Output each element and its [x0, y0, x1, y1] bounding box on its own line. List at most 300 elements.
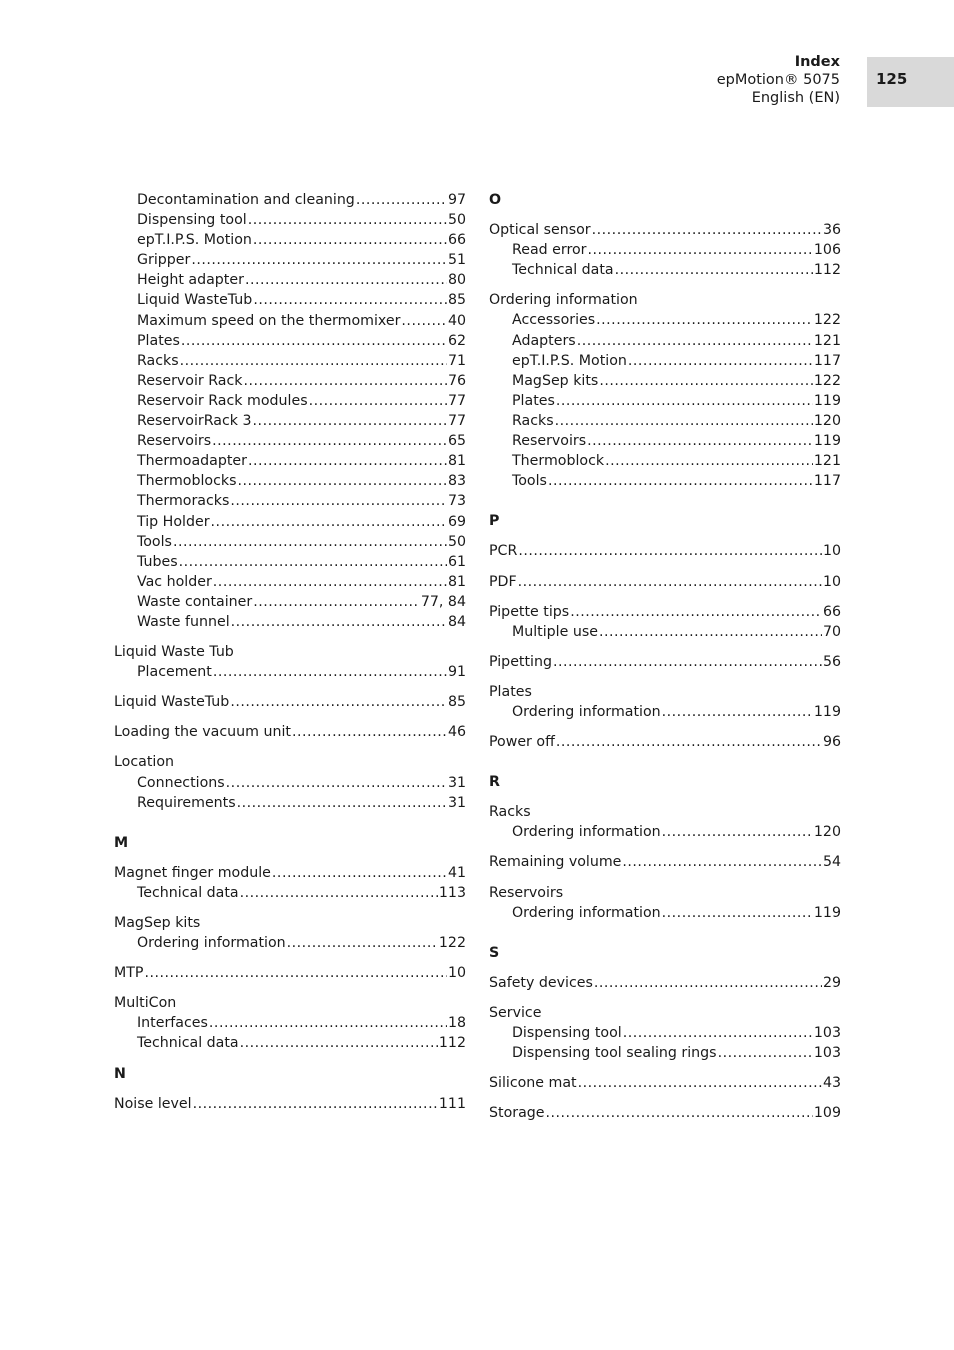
entry-page-number: 122	[813, 312, 841, 329]
entry-page-number: 112	[438, 1035, 466, 1052]
entry-term: Plates	[137, 332, 180, 349]
entry-page-number: 77	[447, 392, 466, 409]
dot-leader	[248, 210, 447, 230]
entry-page-number: 83	[447, 473, 466, 490]
running-header	[717, 53, 840, 107]
entry-page-number: 31	[447, 774, 466, 791]
dot-leader	[518, 541, 822, 561]
dot-leader	[556, 732, 822, 752]
entry-page-number: 40	[447, 312, 466, 329]
entry-term: Dispensing tool	[137, 212, 247, 229]
entry-page-number: 80	[447, 272, 466, 289]
entry-term: Noise level	[114, 1095, 192, 1112]
index-letter: M	[114, 834, 129, 851]
entry-page-number: 103	[813, 1025, 841, 1041]
entry-page-number: 29	[822, 974, 841, 991]
entry-term: Remaining volume	[489, 854, 622, 871]
index-entry	[489, 802, 841, 822]
dot-leader	[615, 260, 813, 280]
entry-page-number: 77	[447, 413, 466, 430]
entry-term: Connections	[137, 774, 225, 791]
dot-leader	[623, 1023, 813, 1043]
entry-gap	[114, 712, 466, 722]
index-subentry	[489, 411, 841, 431]
entry-gap	[489, 993, 841, 1003]
dot-leader	[213, 572, 447, 592]
entry-page-number: 66	[447, 232, 466, 249]
entry-term: Plates	[512, 392, 555, 409]
index-entry	[114, 642, 466, 662]
entry-term: Storage	[489, 1105, 545, 1122]
entry-gap	[114, 682, 466, 692]
entry-gap	[114, 1084, 466, 1094]
entry-term: Thermoblock	[512, 453, 605, 470]
dot-leader	[548, 471, 813, 491]
dot-leader	[577, 331, 813, 351]
index-subentry	[489, 451, 841, 471]
entry-page-number: 122	[813, 372, 841, 389]
index-subentry	[114, 471, 466, 491]
index-entry	[489, 682, 841, 702]
entry-gap	[114, 903, 466, 913]
entry-term: Service	[489, 1004, 542, 1021]
entry-term: Read error	[512, 242, 587, 259]
dot-leader	[578, 1073, 822, 1093]
entry-page-number: 76	[447, 372, 466, 389]
index-subentry	[489, 310, 841, 330]
entry-gap	[489, 873, 841, 883]
index-subentry	[114, 793, 466, 813]
dot-leader	[570, 602, 822, 622]
index-letter-heading	[489, 772, 841, 792]
dot-leader	[662, 903, 813, 923]
entry-gap	[489, 531, 841, 541]
index-entry	[489, 852, 841, 872]
entry-gap	[489, 1093, 841, 1103]
entry-gap	[489, 280, 841, 290]
dot-leader	[401, 311, 447, 331]
index-entry	[489, 290, 841, 310]
entry-term: MagSep kits	[114, 915, 201, 931]
index-letter: R	[489, 774, 500, 791]
index-subentry	[489, 351, 841, 371]
index-column-left	[114, 190, 466, 1114]
dot-leader	[181, 331, 447, 351]
entry-page-number: 66	[822, 603, 841, 620]
dot-leader	[193, 1094, 438, 1114]
index-subentry	[114, 612, 466, 632]
entry-term: Liquid WasteTub	[137, 292, 253, 309]
entry-page-number: 119	[813, 904, 841, 921]
entry-term: Reservoirs	[137, 433, 212, 450]
entry-page-number: 36	[822, 222, 841, 239]
entry-gap	[114, 813, 466, 833]
entry-page-number: 10	[447, 965, 466, 982]
dot-leader	[213, 662, 447, 682]
index-letter-heading	[489, 943, 841, 963]
entry-term: Dispensing tool sealing rings	[512, 1045, 717, 1062]
entry-term: MagSep kits	[512, 372, 599, 389]
entry-term: Reservoirs	[489, 884, 564, 901]
entry-gap	[489, 792, 841, 802]
entry-term: MultiCon	[114, 995, 177, 1012]
entry-page-number: 121	[813, 332, 841, 349]
entry-term: Liquid Waste Tub	[114, 644, 234, 661]
index-subentry	[114, 411, 466, 431]
entry-page-number: 113	[438, 884, 466, 901]
dot-leader	[173, 532, 447, 552]
entry-page-number: 81	[447, 573, 466, 590]
index-subentry	[114, 351, 466, 371]
dot-leader	[144, 963, 446, 983]
entry-term: Accessories	[512, 312, 596, 329]
entry-term: Racks	[489, 804, 531, 821]
index-subentry	[114, 592, 466, 612]
dot-leader	[592, 220, 822, 240]
entry-term: Plates	[489, 683, 532, 700]
entry-term: Ordering information	[137, 935, 286, 952]
entry-page-number: 97	[447, 192, 466, 208]
entry-gap	[114, 853, 466, 863]
dot-leader	[237, 793, 447, 813]
entry-gap	[489, 842, 841, 852]
entry-term: Tubes	[137, 553, 178, 570]
entry-term: epT.I.P.S. Motion	[512, 352, 627, 369]
dot-leader	[211, 512, 447, 532]
header-product: epMotion® 5075	[716, 72, 840, 88]
index-subentry	[114, 662, 466, 682]
entry-page-number: 112	[813, 262, 841, 279]
page-number-tab	[867, 57, 954, 107]
index-entry	[114, 692, 466, 712]
dot-leader	[244, 371, 447, 391]
index-subentry	[114, 250, 466, 270]
entry-page-number: 62	[447, 332, 466, 349]
index-entry	[489, 1073, 841, 1093]
index-subentry	[489, 471, 841, 491]
index-entry	[114, 863, 466, 883]
entry-term: Racks	[137, 352, 179, 369]
index-subentry	[114, 290, 466, 310]
dot-leader	[240, 1033, 438, 1053]
entry-page-number: 43	[822, 1075, 841, 1092]
entry-term: Magnet finger module	[114, 864, 271, 881]
entry-term: Pipette tips	[489, 603, 570, 620]
entry-term: Decontamination and cleaning	[137, 192, 355, 208]
entry-gap	[489, 722, 841, 732]
dot-leader	[594, 973, 822, 993]
page-number: 125	[876, 70, 908, 88]
index-letter-heading	[489, 190, 841, 210]
entry-term: Power off	[489, 734, 555, 751]
entry-term: Reservoir Rack	[137, 372, 243, 389]
entry-page-number: 46	[447, 724, 466, 741]
entry-page-number: 18	[447, 1015, 466, 1032]
index-subentry	[489, 903, 841, 923]
entry-term: Thermoblocks	[137, 473, 237, 490]
entry-term: Racks	[512, 412, 554, 429]
entry-term: Tip Holder	[137, 513, 210, 530]
dot-leader	[248, 451, 447, 471]
entry-term: Tools	[512, 473, 547, 490]
entry-page-number: 122	[438, 935, 466, 952]
dot-leader	[596, 310, 813, 330]
entry-term: Technical data	[137, 884, 239, 901]
entry-gap	[489, 1063, 841, 1073]
dot-leader	[622, 852, 822, 872]
entry-page-number: 119	[813, 433, 841, 450]
index-subentry	[114, 331, 466, 351]
dot-leader	[587, 431, 813, 451]
entry-term: Ordering information	[512, 824, 661, 841]
index-subentry	[489, 1023, 841, 1043]
entry-page-number: 119	[813, 392, 841, 409]
entry-term: Liquid WasteTub	[114, 694, 230, 711]
entry-gap	[489, 752, 841, 772]
dot-leader	[662, 702, 813, 722]
entry-term: Tools	[137, 533, 172, 550]
entry-page-number: 119	[813, 703, 841, 720]
index-entry	[489, 572, 841, 592]
dot-leader	[226, 773, 447, 793]
index-entry	[489, 220, 841, 240]
index-subentry	[114, 532, 466, 552]
entry-page-number: 85	[447, 292, 466, 309]
entry-gap	[114, 632, 466, 642]
index-subentry	[114, 391, 466, 411]
entry-page-number: 77, 84	[420, 593, 466, 610]
index-subentry	[114, 512, 466, 532]
entry-page-number: 41	[447, 864, 466, 881]
index-subentry	[114, 883, 466, 903]
index-subentry	[114, 933, 466, 953]
index-subentry	[114, 572, 466, 592]
dot-leader	[546, 1103, 813, 1123]
entry-page-number: 96	[822, 734, 841, 751]
entry-page-number: 31	[447, 794, 466, 811]
dot-leader	[212, 431, 447, 451]
index-entry	[114, 993, 466, 1013]
entry-page-number: 69	[447, 513, 466, 530]
entry-term: Safety devices	[489, 974, 593, 991]
entry-term: Thermoadapter	[137, 453, 247, 470]
index-subentry	[489, 622, 841, 642]
index-entry	[114, 1094, 466, 1114]
entry-page-number: 70	[822, 623, 841, 640]
dot-leader	[272, 863, 447, 883]
index-letter: P	[489, 513, 500, 530]
index-letter-heading	[114, 1064, 466, 1084]
dot-leader	[599, 622, 822, 642]
index-subentry	[489, 391, 841, 411]
entry-gap	[489, 923, 841, 943]
index-column-right	[489, 190, 841, 1123]
dot-leader	[253, 411, 447, 431]
index-entry	[489, 1003, 841, 1023]
entry-page-number: 71	[447, 352, 466, 369]
dot-leader	[588, 240, 813, 260]
entry-term: MTP	[114, 965, 144, 982]
entry-page-number: 106	[813, 242, 841, 259]
index-letter-heading	[114, 833, 466, 853]
entry-page-number: 56	[822, 653, 841, 670]
index-subentry	[114, 431, 466, 451]
entry-page-number: 120	[813, 824, 841, 841]
entry-page-number: 61	[447, 553, 466, 570]
index-entry	[489, 973, 841, 993]
dot-leader	[518, 572, 822, 592]
entry-gap	[489, 963, 841, 973]
index-entry	[114, 913, 466, 933]
index-subentry	[114, 190, 466, 210]
entry-page-number: 84	[447, 613, 466, 630]
dot-leader	[556, 391, 813, 411]
entry-page-number: 51	[447, 252, 466, 269]
index-subentry	[114, 270, 466, 290]
entry-term: Placement	[137, 664, 212, 681]
entry-gap	[489, 592, 841, 602]
entry-page-number: 81	[447, 453, 466, 470]
dot-leader	[718, 1043, 813, 1063]
entry-page-number: 65	[447, 433, 466, 450]
entry-page-number: 50	[447, 212, 466, 229]
dot-leader	[253, 592, 420, 612]
entry-gap	[489, 562, 841, 572]
index-subentry	[489, 371, 841, 391]
dot-leader	[628, 351, 813, 371]
entry-term: Optical sensor	[489, 222, 591, 239]
entry-term: Height adapter	[137, 272, 244, 289]
entry-term: Ordering information	[512, 703, 661, 720]
index-subentry	[489, 260, 841, 280]
entry-page-number: 117	[813, 352, 841, 369]
index-letter: O	[489, 192, 502, 208]
index-subentry	[489, 240, 841, 260]
index-subentry	[114, 311, 466, 331]
entry-term: Silicone mat	[489, 1075, 577, 1092]
dot-leader	[555, 411, 813, 431]
dot-leader	[553, 652, 822, 672]
index-subentry	[114, 1013, 466, 1033]
entry-page-number: 91	[447, 664, 466, 681]
entry-term: Technical data	[512, 262, 614, 279]
dot-leader	[238, 471, 447, 491]
entry-term: Reservoirs	[512, 433, 587, 450]
entry-gap	[489, 491, 841, 511]
dot-leader	[209, 1013, 447, 1033]
entry-term: Maximum speed on the thermomixer	[137, 312, 401, 329]
entry-page-number: 73	[447, 493, 466, 510]
dot-leader	[180, 351, 447, 371]
index-subentry	[489, 702, 841, 722]
entry-term: Technical data	[137, 1035, 239, 1052]
dot-leader	[179, 552, 447, 572]
dot-leader	[662, 822, 813, 842]
entry-term: PCR	[489, 543, 518, 560]
index-entry	[489, 1103, 841, 1123]
entry-page-number: 111	[438, 1095, 466, 1112]
entry-page-number: 117	[813, 473, 841, 490]
index-subentry	[114, 371, 466, 391]
header-section-title: Index	[794, 54, 840, 70]
entry-term: Waste funnel	[137, 613, 230, 630]
entry-gap	[114, 983, 466, 993]
entry-page-number: 54	[822, 854, 841, 871]
dot-leader	[245, 270, 447, 290]
entry-gap	[114, 742, 466, 752]
entry-page-number: 103	[813, 1045, 841, 1062]
entry-term: Dispensing tool	[512, 1025, 622, 1041]
entry-term: PDF	[489, 573, 517, 590]
entry-page-number: 120	[813, 412, 841, 429]
entry-term: ReservoirRack 3	[137, 413, 252, 430]
dot-leader	[356, 190, 447, 210]
entry-page-number: 121	[813, 453, 841, 470]
dot-leader	[240, 883, 438, 903]
index-subentry	[114, 491, 466, 511]
index-entry	[114, 752, 466, 772]
entry-page-number: 85	[447, 694, 466, 711]
dot-leader	[231, 612, 447, 632]
entry-gap	[489, 210, 841, 220]
index-entry	[489, 541, 841, 561]
index-letter-heading	[489, 511, 841, 531]
entry-term: Adapters	[512, 332, 576, 349]
index-subentry	[114, 773, 466, 793]
index-subentry	[114, 1033, 466, 1053]
index-letter: N	[114, 1065, 126, 1082]
entry-page-number: 10	[822, 573, 841, 590]
index-subentry	[489, 431, 841, 451]
entry-term: Thermoracks	[137, 493, 230, 510]
entry-term: Multiple use	[512, 623, 598, 640]
entry-term: Vac holder	[137, 573, 212, 590]
index-entry	[489, 602, 841, 622]
entry-term: Waste container	[137, 593, 253, 610]
index-entry	[489, 732, 841, 752]
entry-term: Location	[114, 754, 175, 771]
index-entry	[114, 963, 466, 983]
entry-term: Ordering information	[489, 292, 638, 309]
index-subentry	[114, 230, 466, 250]
dot-leader	[230, 491, 447, 511]
dot-leader	[191, 250, 447, 270]
entry-term: epT.I.P.S. Motion	[137, 232, 252, 249]
index-subentry	[489, 822, 841, 842]
entry-gap	[489, 672, 841, 682]
index-subentry	[489, 1043, 841, 1063]
index-entry	[489, 883, 841, 903]
entry-gap	[114, 1054, 466, 1064]
index-subentry	[114, 552, 466, 572]
index-subentry	[114, 451, 466, 471]
entry-term: Ordering information	[512, 904, 661, 921]
index-subentry	[114, 210, 466, 230]
dot-leader	[605, 451, 813, 471]
entry-term: Pipetting	[489, 653, 552, 670]
dot-leader	[309, 391, 447, 411]
entry-term: Interfaces	[137, 1015, 208, 1032]
entry-page-number: 50	[447, 533, 466, 550]
entry-page-number: 10	[822, 543, 841, 560]
dot-leader	[253, 290, 447, 310]
entry-term: Reservoir Rack modules	[137, 392, 308, 409]
dot-leader	[253, 230, 447, 250]
dot-leader	[287, 933, 438, 953]
dot-leader	[599, 371, 813, 391]
entry-page-number: 109	[813, 1105, 841, 1122]
entry-gap	[114, 953, 466, 963]
